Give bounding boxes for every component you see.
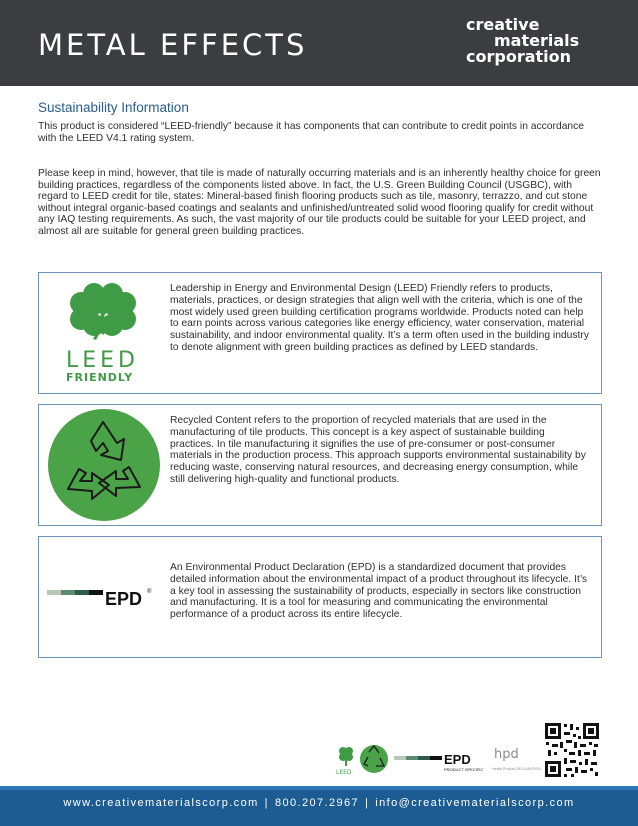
leed-description: Leadership in Energy and Environmental Design (LEED) Friendly refers to products, materials, practices, or design strategies that align well with the criteria, which is one of the most widely used green building certification programs worldwide. Products noted can help to earn points across various categories like energy efficiency, water conservation, material sustainability, and indoor environmental quality. It’s a term often used in the building industry to denote alignment with green building practices as defined by LEED standards. <box>170 283 589 353</box>
footer-separator: | <box>365 797 370 809</box>
footer-separator: | <box>264 797 269 809</box>
detail-paragraph: Please keep in mind, however, that tile is made of naturally occurring materials and is an inherently healthy choice for green building practices, regardless of the components listed above. In fact, the U.S. Green Building Council (USGBC), with regard to LEED credit for tile, states: Mineral-based finish flooring products such as tile, masonry, terrazzo, and cut stone without integral organic-based coatings and sealants and unfinished/untreated solid wood flooring qualify for credit without any IAQ testing requirements. As such, the vast majority of our tile products could be suitable for your LEED project, and almost all are suitable for general green building practices. <box>38 168 601 237</box>
epd-icon <box>39 537 169 657</box>
epd-card <box>38 536 602 658</box>
footer-contact <box>0 797 638 809</box>
small-epd-subword: PRODUCT SPECIFIC <box>444 767 484 772</box>
epd-logo-word: EPD <box>105 589 143 609</box>
brand-line-1: creative <box>466 15 540 34</box>
product-title: METAL EFFECTS <box>38 28 308 62</box>
intro-paragraph: This product is considered “LEED-friendly” because it has components that can contribute to credit points in accordance with the LEED V4.1 rating system. <box>38 121 585 144</box>
small-leed-icon <box>336 747 353 776</box>
epd-registered-mark: ® <box>147 589 152 595</box>
epd-description: An Environmental Product Declaration (EPD) is a standardized document that provides detailed information about the environmental impact of a product throughout its lifecycle. It’s a key tool in assessing the sustainability of products, especially in sectors like construction and manufacturing. It is a tool for measuring and communicating the environmental performance of a product across its entire lifecycle. <box>170 562 588 621</box>
recycle-icon <box>39 405 169 525</box>
brand-line-2: materials <box>494 31 580 50</box>
qr-code-icon[interactable] <box>544 722 600 778</box>
recycled-content-description: Recycled Content refers to the proportion of recycled materials that are used in the manufacturing of tile products. This concept is a key aspect of sustainable building practices. In tile manufacturing it signifies the use of pre-consumer or post-consumer materials in the production process. This approach supports environmental sustainability by reducing waste, conserving natural resources, and decreasing energy consumption, while still delivering high-quality and functional products. <box>170 415 586 485</box>
leed-logo-word: LEED <box>66 348 139 373</box>
phone-link[interactable]: 800.207.2967 <box>274 797 360 809</box>
leed-card <box>38 272 602 394</box>
certification-logos <box>334 740 541 780</box>
small-epd-word: EPD <box>444 752 471 767</box>
section-title: Sustainability Information <box>38 100 189 115</box>
small-leed-word: LEED <box>336 769 352 776</box>
leed-friendly-icon <box>39 273 169 393</box>
footer-stripe <box>0 786 638 790</box>
small-recycle-icon <box>360 745 388 773</box>
brand-logo <box>466 17 596 69</box>
website-link[interactable]: www.creativematerialscorp.com <box>63 797 259 809</box>
header-bar <box>0 0 638 86</box>
recycled-content-card <box>38 404 602 526</box>
hpd-icon <box>492 747 541 771</box>
hpd-subword: Health Product DECLARATION <box>492 767 541 771</box>
hpd-word: hpd <box>494 747 519 762</box>
small-epd-icon <box>394 752 483 772</box>
leed-logo-subword: FRIENDLY <box>66 371 134 384</box>
email-link[interactable]: info@creativematerialscorp.com <box>375 797 575 809</box>
brand-line-3: corporation <box>466 47 572 66</box>
